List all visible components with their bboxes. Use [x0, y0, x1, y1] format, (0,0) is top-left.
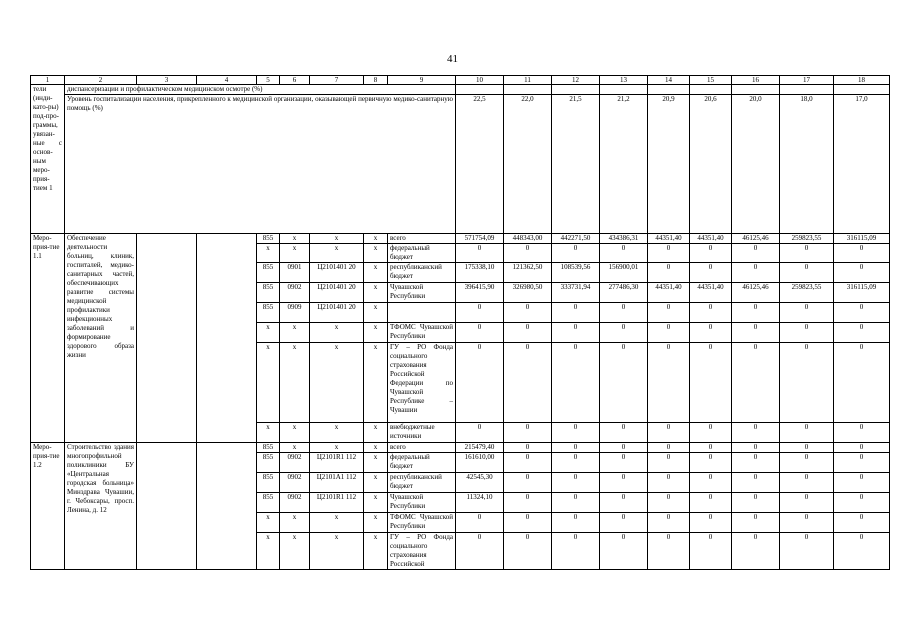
grbs-code: x — [257, 513, 280, 533]
funding-value: 44351,40 — [648, 234, 690, 244]
funding-source: ТФОМС Чувашской Республики — [388, 513, 456, 533]
expense-type-code: x — [364, 234, 388, 244]
funding-source: внебюджетные источники — [388, 423, 456, 443]
funding-value: 333731,94 — [552, 283, 600, 303]
funding-value: 0 — [552, 443, 600, 453]
funding-source: республиканский бюджет — [388, 473, 456, 493]
column-number: 9 — [388, 76, 456, 85]
grbs-code: x — [257, 423, 280, 443]
grbs-code: 855 — [257, 263, 280, 283]
indicator-value: 22,5 — [456, 95, 504, 234]
funding-value: 0 — [780, 443, 834, 453]
indicator-value — [552, 85, 600, 95]
funding-value: 0 — [504, 473, 552, 493]
section-code: 0909 — [280, 303, 310, 323]
funding-value: 396415,90 — [456, 283, 504, 303]
funding-source: ГУ – РО Фонда социального страхования Российской Федерации по Чувашской Республике – Чувашии — [388, 343, 456, 423]
funding-source: республиканский бюджет — [388, 263, 456, 283]
funding-value: 0 — [834, 513, 890, 533]
target-article-code: Ц2101R1 112 — [310, 493, 364, 513]
target-article-code: x — [310, 234, 364, 244]
funding-value: 0 — [834, 533, 890, 570]
funding-value: 316115,09 — [834, 283, 890, 303]
funding-value: 434386,31 — [600, 234, 648, 244]
funding-value: 0 — [552, 244, 600, 263]
target-article-code: x — [310, 244, 364, 263]
column-number: 18 — [834, 76, 890, 85]
funding-value: 0 — [648, 453, 690, 473]
target-article-code: x — [310, 423, 364, 443]
funding-value: 44351,40 — [648, 283, 690, 303]
funding-value: 0 — [732, 473, 780, 493]
column-number: 10 — [456, 76, 504, 85]
grbs-code: x — [257, 244, 280, 263]
column-number: 17 — [780, 76, 834, 85]
indicator-row — [31, 85, 890, 95]
target-article-code: x — [310, 443, 364, 453]
column-number: 15 — [690, 76, 732, 85]
funding-value: 44351,40 — [690, 234, 732, 244]
target-article-code: x — [310, 533, 364, 570]
funding-value: 259823,55 — [780, 234, 834, 244]
section-code: x — [280, 513, 310, 533]
column-number: 11 — [504, 76, 552, 85]
funding-value: 259823,55 — [780, 283, 834, 303]
grbs-code: 855 — [257, 473, 280, 493]
indicator-value — [600, 85, 648, 95]
funding-value: 0 — [504, 443, 552, 453]
target-article-code: x — [310, 513, 364, 533]
funding-value: 0 — [504, 493, 552, 513]
column-number: 13 — [600, 76, 648, 85]
grbs-code: 855 — [257, 283, 280, 303]
section-code: 0902 — [280, 453, 310, 473]
funding-value: 0 — [456, 323, 504, 343]
target-article-code: Ц2101401 20 — [310, 283, 364, 303]
funding-value: 0 — [780, 453, 834, 473]
funding-value: 46125,46 — [732, 283, 780, 303]
indicator-value — [456, 85, 504, 95]
funding-value: 326980,50 — [504, 283, 552, 303]
funding-value: 0 — [780, 343, 834, 423]
funding-value: 0 — [690, 443, 732, 453]
grbs-code: 855 — [257, 234, 280, 244]
funding-value: 0 — [834, 453, 890, 473]
funding-value: 0 — [456, 533, 504, 570]
indicator-label: диспансеризации и профилактическом медицинском осмотре (%) — [65, 85, 456, 95]
indicator-value — [732, 85, 780, 95]
funding-value: 0 — [456, 244, 504, 263]
funding-value: 0 — [690, 453, 732, 473]
indicator-value: 21,2 — [600, 95, 648, 234]
funding-value: 0 — [648, 443, 690, 453]
expense-type-code: x — [364, 423, 388, 443]
funding-value: 0 — [600, 423, 648, 443]
indicator-value: 22,0 — [504, 95, 552, 234]
expense-type-code: x — [364, 453, 388, 473]
expense-type-code: x — [364, 473, 388, 493]
funding-source: Чувашской Республики — [388, 283, 456, 303]
indicator-group-label: тели (инди-като-ры) под-про-граммы, увязан-ные с основ-ным меро-прия-тием 1 — [31, 85, 65, 234]
funding-value: 0 — [552, 423, 600, 443]
funding-value: 44351,40 — [690, 283, 732, 303]
event-number: Меро-прия-тие 1.2 — [31, 443, 65, 570]
funding-value: 0 — [552, 473, 600, 493]
funding-value: 0 — [780, 493, 834, 513]
column-number: 5 — [257, 76, 280, 85]
grbs-code: 855 — [257, 443, 280, 453]
indicator-value — [648, 85, 690, 95]
target-article-code: x — [310, 343, 364, 423]
funding-value: 0 — [690, 493, 732, 513]
section-code: 0902 — [280, 283, 310, 303]
event-name: Обеспечение деятельности больниц, клиник, госпиталей, медико-санитарных частей, обеспечивающих развитие системы медицинской профилактики инфекционных заболеваний и формирование здорового образа жизни — [65, 234, 137, 443]
indicator-value: 20,6 — [690, 95, 732, 234]
event-name: Строительство здания многопрофильной поликлиники БУ «Центральная городская больница» Минздрава Чувашии, г. Чебоксары, просп. Ленина, д. 12 — [65, 443, 137, 570]
funding-value: 0 — [732, 453, 780, 473]
column-number: 3 — [137, 76, 197, 85]
funding-value: 108539,56 — [552, 263, 600, 283]
grbs-code: 855 — [257, 303, 280, 323]
grbs-code: x — [257, 323, 280, 343]
column-number: 7 — [310, 76, 364, 85]
expense-type-code: x — [364, 263, 388, 283]
grbs-code: 855 — [257, 493, 280, 513]
table-row — [31, 234, 890, 244]
funding-value: 0 — [780, 423, 834, 443]
funding-value: 448343,00 — [504, 234, 552, 244]
indicator-value: 21,5 — [552, 95, 600, 234]
column-number: 8 — [364, 76, 388, 85]
funding-value: 121362,50 — [504, 263, 552, 283]
funding-value: 0 — [552, 513, 600, 533]
funding-value: 0 — [834, 343, 890, 423]
funding-value: 42545,30 — [456, 473, 504, 493]
funding-value: 0 — [504, 303, 552, 323]
funding-source: федеральный бюджет — [388, 244, 456, 263]
indicator-row — [31, 95, 890, 234]
funding-value: 0 — [732, 244, 780, 263]
funding-value: 0 — [600, 443, 648, 453]
column-number: 16 — [732, 76, 780, 85]
section-code: x — [280, 234, 310, 244]
event-col4 — [197, 234, 257, 443]
funding-value: 0 — [456, 343, 504, 423]
funding-source: всего — [388, 234, 456, 244]
target-article-code: Ц2101401 20 — [310, 303, 364, 323]
section-code: x — [280, 533, 310, 570]
event-number: Меро-прия-тие 1.1 — [31, 234, 65, 443]
funding-value: 0 — [834, 473, 890, 493]
grbs-code: 855 — [257, 453, 280, 473]
funding-value: 0 — [648, 513, 690, 533]
funding-value: 0 — [732, 513, 780, 533]
funding-value: 0 — [648, 263, 690, 283]
funding-value: 0 — [780, 263, 834, 283]
funding-value: 0 — [600, 244, 648, 263]
funding-value: 215479,40 — [456, 443, 504, 453]
column-number: 1 — [31, 76, 65, 85]
funding-value: 0 — [552, 343, 600, 423]
expense-type-code: x — [364, 323, 388, 343]
target-article-code: Ц2101401 20 — [310, 263, 364, 283]
section-code: x — [280, 443, 310, 453]
funding-value: 0 — [690, 323, 732, 343]
funding-value: 0 — [732, 303, 780, 323]
funding-source: федеральный бюджет — [388, 453, 456, 473]
funding-value: 0 — [552, 323, 600, 343]
funding-value: 0 — [834, 303, 890, 323]
section-code: x — [280, 323, 310, 343]
expense-type-code: x — [364, 513, 388, 533]
funding-source: Чувашской Республики — [388, 493, 456, 513]
funding-value: 0 — [690, 303, 732, 323]
funding-value: 0 — [834, 443, 890, 453]
funding-value: 0 — [552, 493, 600, 513]
column-number: 2 — [65, 76, 137, 85]
funding-value: 0 — [504, 323, 552, 343]
event-col4 — [197, 443, 257, 570]
column-number: 12 — [552, 76, 600, 85]
funding-value: 0 — [600, 473, 648, 493]
funding-value: 0 — [780, 303, 834, 323]
expense-type-code: x — [364, 303, 388, 323]
program-table — [30, 75, 890, 570]
target-article-code: x — [310, 323, 364, 343]
section-code: 0902 — [280, 493, 310, 513]
funding-value: 0 — [834, 493, 890, 513]
funding-value: 46125,46 — [732, 234, 780, 244]
funding-value: 0 — [780, 533, 834, 570]
indicator-value: 18,0 — [780, 95, 834, 234]
funding-value: 0 — [690, 423, 732, 443]
expense-type-code: x — [364, 343, 388, 423]
funding-value: 0 — [504, 533, 552, 570]
funding-value: 0 — [834, 423, 890, 443]
funding-value: 0 — [600, 303, 648, 323]
funding-value: 0 — [732, 263, 780, 283]
funding-value: 0 — [690, 343, 732, 423]
funding-value: 0 — [834, 244, 890, 263]
funding-value: 277486,30 — [600, 283, 648, 303]
expense-type-code: x — [364, 493, 388, 513]
section-code: 0902 — [280, 473, 310, 493]
funding-value: 0 — [600, 323, 648, 343]
funding-value: 0 — [690, 473, 732, 493]
funding-source: ТФОМС Чувашской Республики — [388, 323, 456, 343]
indicator-value — [834, 85, 890, 95]
funding-value: 0 — [780, 323, 834, 343]
header-row — [31, 76, 890, 85]
indicator-value — [690, 85, 732, 95]
column-number: 14 — [648, 76, 690, 85]
funding-value: 0 — [780, 473, 834, 493]
event-col3 — [137, 443, 197, 570]
section-code: 0901 — [280, 263, 310, 283]
funding-value: 0 — [600, 343, 648, 423]
funding-source — [388, 303, 456, 323]
indicator-value: 20,9 — [648, 95, 690, 234]
funding-value: 0 — [504, 453, 552, 473]
column-number: 6 — [280, 76, 310, 85]
funding-value: 0 — [648, 533, 690, 570]
funding-value: 0 — [504, 343, 552, 423]
expense-type-code: x — [364, 443, 388, 453]
funding-value: 0 — [456, 513, 504, 533]
indicator-value: 17,0 — [834, 95, 890, 234]
target-article-code: Ц2101А1 112 — [310, 473, 364, 493]
funding-value: 0 — [648, 244, 690, 263]
funding-value: 0 — [834, 263, 890, 283]
column-number: 4 — [197, 76, 257, 85]
funding-value: 0 — [780, 244, 834, 263]
expense-type-code: x — [364, 244, 388, 263]
funding-value: 442271,50 — [552, 234, 600, 244]
funding-value: 0 — [690, 513, 732, 533]
section-code: x — [280, 244, 310, 263]
funding-value: 0 — [552, 533, 600, 570]
event-col3 — [137, 234, 197, 443]
page-number: 41 — [447, 53, 458, 65]
section-code: x — [280, 423, 310, 443]
funding-value: 571754,09 — [456, 234, 504, 244]
funding-value: 0 — [732, 343, 780, 423]
funding-value: 0 — [552, 303, 600, 323]
funding-value: 0 — [648, 343, 690, 423]
funding-value: 0 — [690, 533, 732, 570]
funding-value: 0 — [600, 533, 648, 570]
funding-source: всего — [388, 443, 456, 453]
funding-value: 0 — [600, 453, 648, 473]
indicator-value — [504, 85, 552, 95]
funding-value: 0 — [552, 453, 600, 473]
funding-value: 0 — [600, 513, 648, 533]
funding-value: 0 — [504, 244, 552, 263]
funding-value: 0 — [732, 533, 780, 570]
funding-value: 0 — [690, 263, 732, 283]
target-article-code: Ц2101R1 112 — [310, 453, 364, 473]
section-code: x — [280, 343, 310, 423]
funding-value: 0 — [504, 423, 552, 443]
funding-value: 0 — [648, 493, 690, 513]
funding-value: 0 — [780, 513, 834, 533]
funding-value: 175338,10 — [456, 263, 504, 283]
funding-value: 11324,10 — [456, 493, 504, 513]
funding-value: 0 — [456, 423, 504, 443]
funding-value: 0 — [648, 323, 690, 343]
expense-type-code: x — [364, 283, 388, 303]
funding-value: 0 — [732, 443, 780, 453]
funding-value: 156900,01 — [600, 263, 648, 283]
funding-value: 0 — [648, 303, 690, 323]
funding-value: 0 — [834, 323, 890, 343]
funding-value: 161610,00 — [456, 453, 504, 473]
funding-value: 0 — [456, 303, 504, 323]
funding-value: 0 — [648, 423, 690, 443]
funding-source: ГУ – РО Фонда социального страхования Российской — [388, 533, 456, 570]
table-row — [31, 443, 890, 453]
indicator-label: Уровень госпитализации населения, прикрепленного к медицинской организации, оказывающей первичную медико-санитарную помощь (%) — [65, 95, 456, 234]
grbs-code: x — [257, 343, 280, 423]
funding-value: 0 — [732, 493, 780, 513]
funding-value: 0 — [690, 244, 732, 263]
funding-value: 0 — [504, 513, 552, 533]
funding-value: 0 — [600, 493, 648, 513]
funding-value: 0 — [732, 323, 780, 343]
funding-value: 0 — [648, 473, 690, 493]
funding-value: 316115,09 — [834, 234, 890, 244]
indicator-value: 20,0 — [732, 95, 780, 234]
grbs-code: x — [257, 533, 280, 570]
funding-value: 0 — [732, 423, 780, 443]
expense-type-code: x — [364, 533, 388, 570]
indicator-value — [780, 85, 834, 95]
